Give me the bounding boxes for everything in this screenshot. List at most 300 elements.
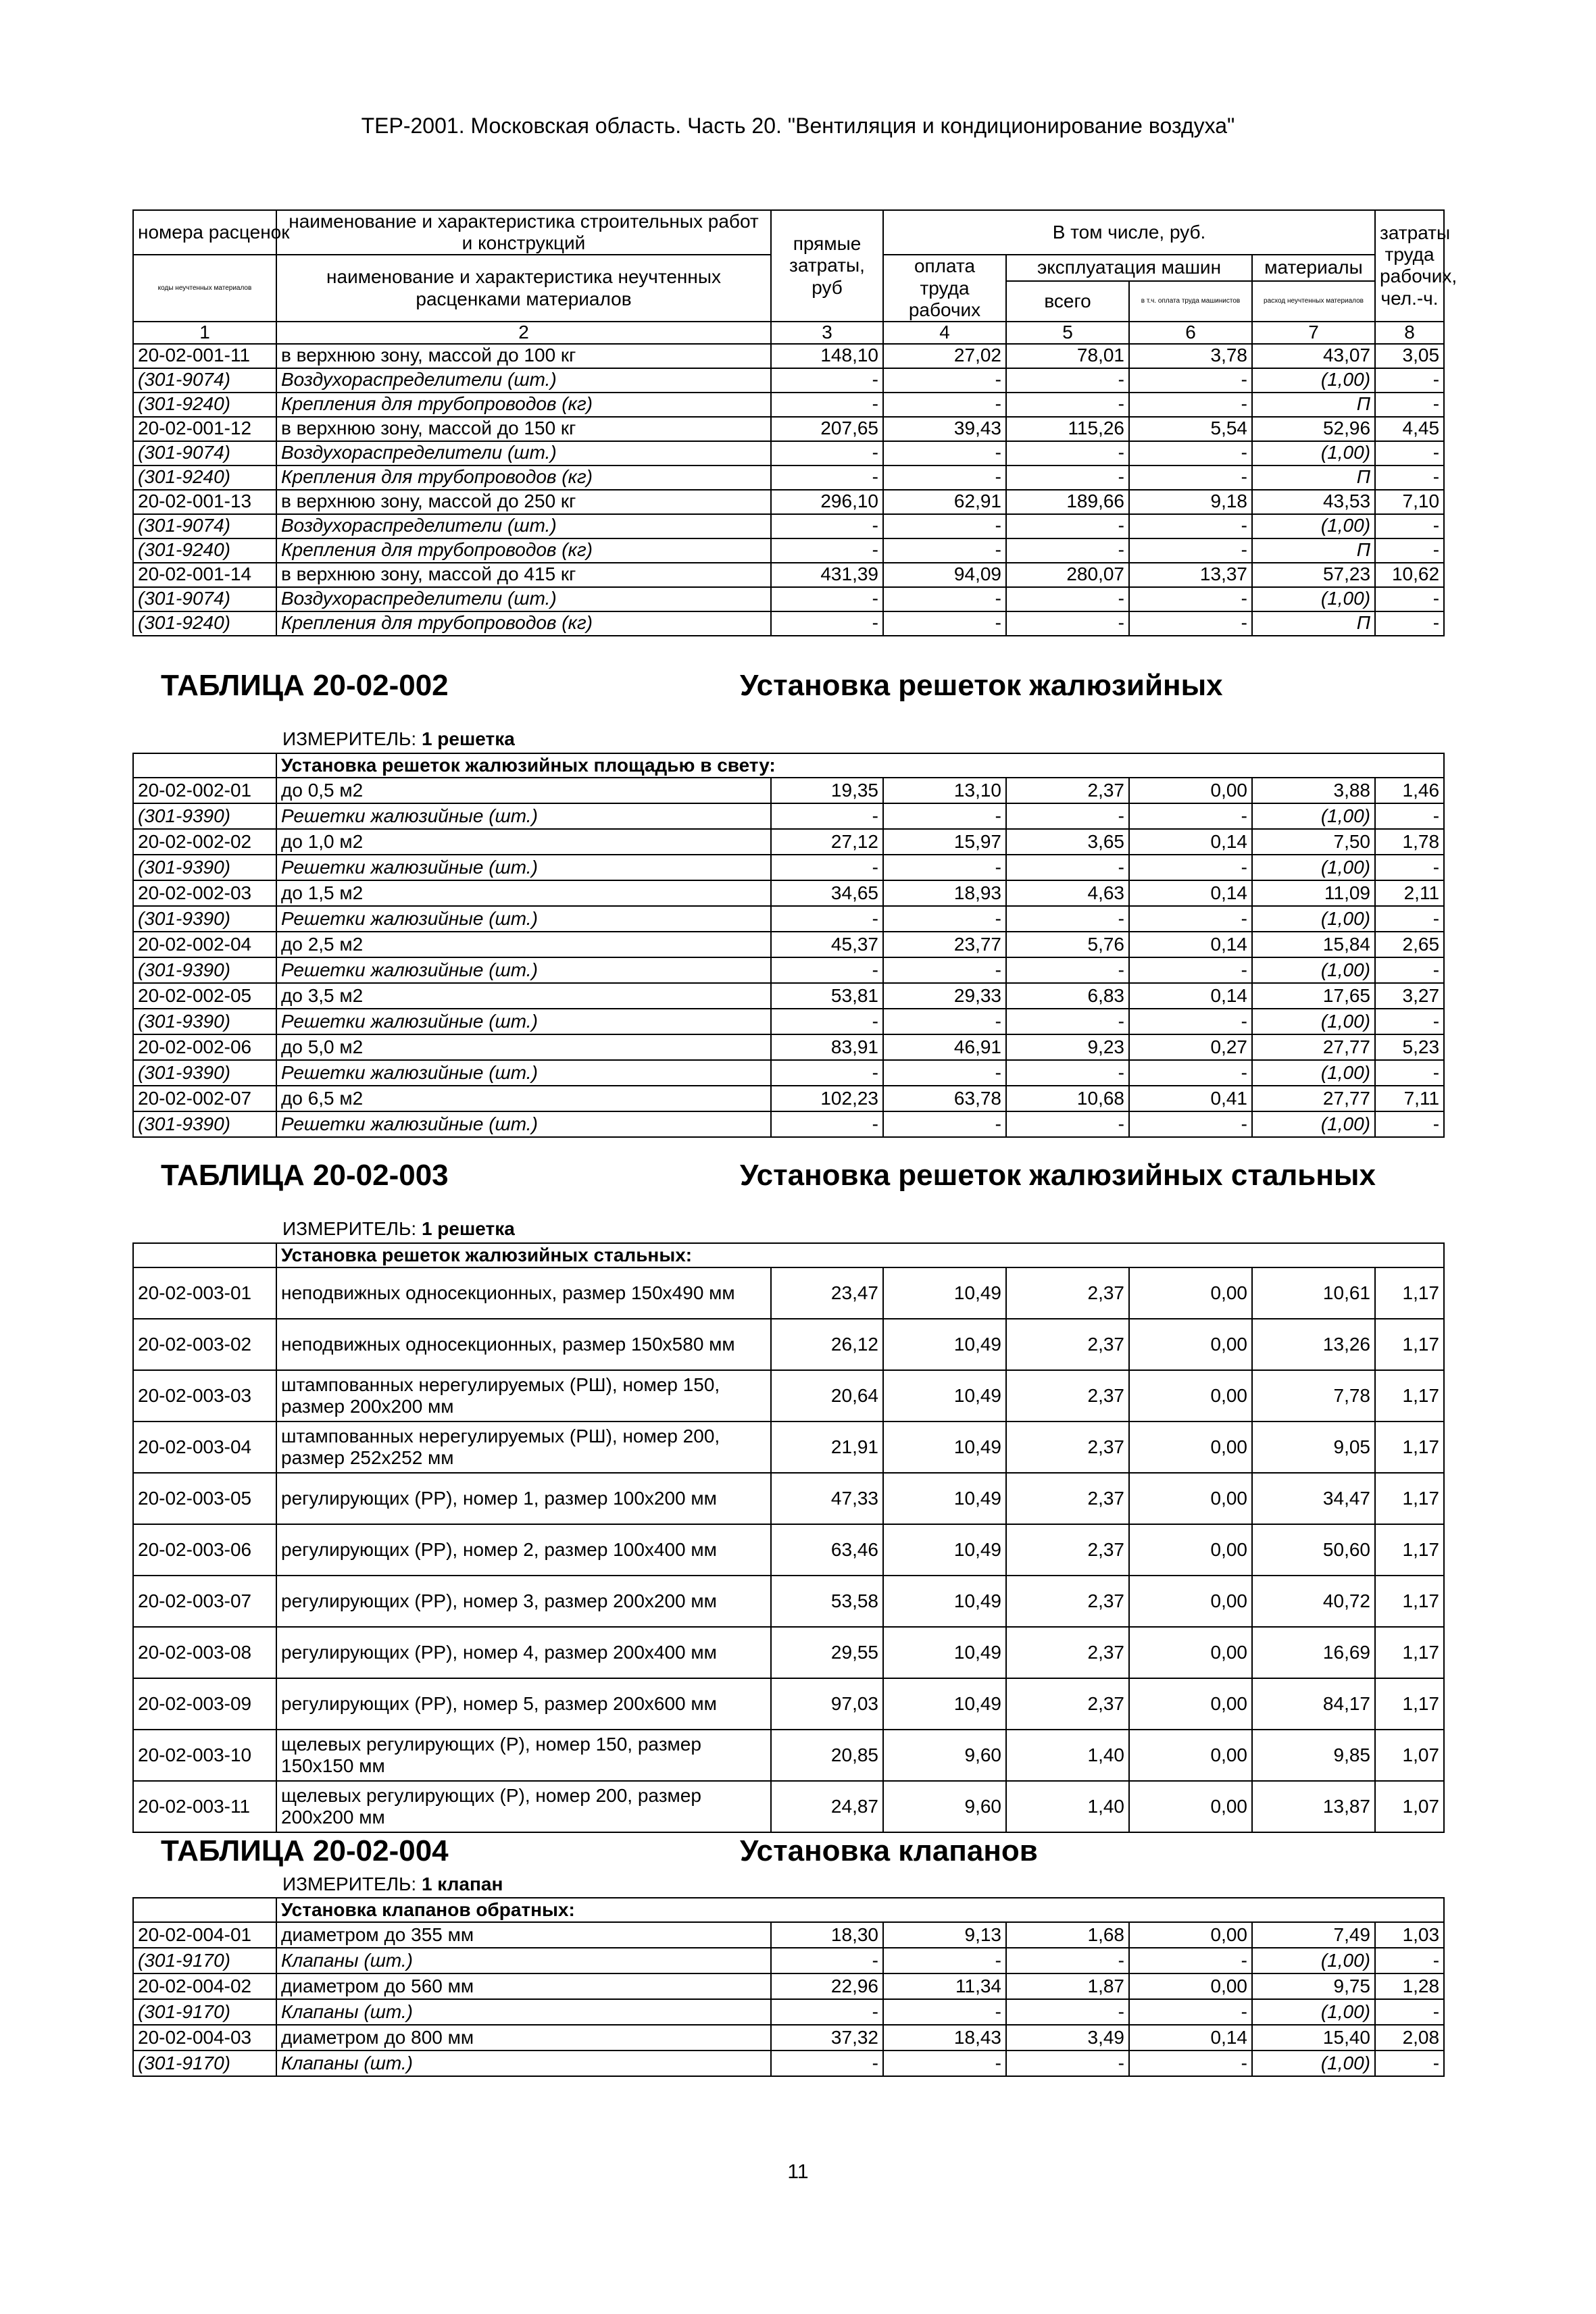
material-code: (301-9074) <box>133 441 276 466</box>
material-row <box>133 906 1444 932</box>
empty-value: - <box>883 957 1006 983</box>
rate-value: 5,23 <box>1375 1034 1444 1060</box>
header-col-number: 3 <box>771 322 883 344</box>
empty-value: - <box>1129 957 1252 983</box>
rate-value: 10,49 <box>883 1422 1006 1473</box>
rate-value: 18,43 <box>883 2025 1006 2051</box>
rate-value: 148,10 <box>771 344 883 368</box>
rate-value: 102,23 <box>771 1086 883 1111</box>
material-row <box>133 1948 1444 1973</box>
header-col-number: 5 <box>1006 322 1129 344</box>
material-consumption: П <box>1252 393 1375 417</box>
table-row <box>133 1370 1444 1422</box>
rate-value: 3,27 <box>1375 983 1444 1009</box>
rate-value: 2,37 <box>1006 778 1129 803</box>
empty-value: - <box>883 538 1006 563</box>
rate-value: 10,68 <box>1006 1086 1129 1111</box>
table-row <box>133 344 1444 368</box>
header-col-number: 2 <box>276 322 771 344</box>
page-title: ТЕР-2001. Московская область. Часть 20. "Вентиляция и кондиционирование воздуха" <box>361 114 1235 138</box>
empty-value: - <box>883 1060 1006 1086</box>
material-code: (301-9390) <box>133 906 276 932</box>
rate-value: 47,33 <box>771 1473 883 1524</box>
rate-value: 2,37 <box>1006 1678 1129 1730</box>
table2-subtitle: Установка решеток жалюзийных <box>740 669 1223 702</box>
rate-value: 63,78 <box>883 1086 1006 1111</box>
table3-measure <box>282 1218 515 1240</box>
material-code: (301-9170) <box>133 2051 276 2076</box>
empty-value: - <box>1006 441 1129 466</box>
rate-value: 37,32 <box>771 2025 883 2051</box>
table2-measure-value: 1 решетка <box>421 728 515 749</box>
empty-value: - <box>883 855 1006 880</box>
empty-value: - <box>883 1111 1006 1137</box>
empty-value: - <box>1375 1948 1444 1973</box>
rate-value: 1,68 <box>1006 1922 1129 1948</box>
rate-value: 52,96 <box>1252 417 1375 441</box>
rate-value: 13,26 <box>1252 1319 1375 1370</box>
rate-value: 27,12 <box>771 829 883 855</box>
material-code: (301-9074) <box>133 368 276 393</box>
rate-value: 1,17 <box>1375 1576 1444 1627</box>
rate-value: 0,00 <box>1129 1973 1252 1999</box>
empty-value: - <box>1129 538 1252 563</box>
material-name: Решетки жалюзийные (шт.) <box>276 855 771 880</box>
empty-value: - <box>771 855 883 880</box>
empty-value: - <box>1006 855 1129 880</box>
material-consumption: (1,00) <box>1252 441 1375 466</box>
material-name: Воздухораспределители (шт.) <box>276 514 771 538</box>
material-name: Воздухораспределители (шт.) <box>276 368 771 393</box>
rate-value: 7,10 <box>1375 490 1444 514</box>
table-row <box>133 1678 1444 1730</box>
rate-value: 22,96 <box>771 1973 883 1999</box>
header-direct-costs: прямые затраты, руб <box>771 210 883 322</box>
material-consumption: (1,00) <box>1252 587 1375 611</box>
rate-value: 13,10 <box>883 778 1006 803</box>
empty-value: - <box>771 393 883 417</box>
table-row <box>133 1730 1444 1781</box>
rate-code: 20-02-002-04 <box>133 932 276 957</box>
rate-value: 9,60 <box>883 1730 1006 1781</box>
rate-value: 9,85 <box>1252 1730 1375 1781</box>
material-name: Решетки жалюзийные (шт.) <box>276 1060 771 1086</box>
table-row <box>133 1034 1444 1060</box>
material-code: (301-9390) <box>133 1060 276 1086</box>
rate-value: 10,49 <box>883 1627 1006 1678</box>
empty-value: - <box>1006 1948 1129 1973</box>
empty-value: - <box>1129 1111 1252 1137</box>
rate-value: 1,17 <box>1375 1267 1444 1319</box>
empty-value: - <box>883 441 1006 466</box>
rate-value: 9,13 <box>883 1922 1006 1948</box>
rate-name: регулирующих (РР), номер 4, размер 200x400 мм <box>276 1627 771 1678</box>
rate-name: штампованных нерегулируемых (РШ), номер 200, размер 252x252 мм <box>276 1422 771 1473</box>
empty-value: - <box>771 587 883 611</box>
empty-value: - <box>771 1948 883 1973</box>
rate-name: диаметром до 355 мм <box>276 1922 771 1948</box>
rate-value: 0,14 <box>1129 880 1252 906</box>
table-row <box>133 1422 1444 1473</box>
rate-value: 24,87 <box>771 1781 883 1832</box>
rate-name: регулирующих (РР), номер 1, размер 100x200 мм <box>276 1473 771 1524</box>
material-consumption: (1,00) <box>1252 1009 1375 1034</box>
material-row <box>133 538 1444 563</box>
rate-value: 83,91 <box>771 1034 883 1060</box>
rate-value: 10,49 <box>883 1370 1006 1422</box>
table-row <box>133 563 1444 587</box>
rate-value: 18,30 <box>771 1922 883 1948</box>
empty-value: - <box>771 1999 883 2025</box>
empty-value: - <box>1006 587 1129 611</box>
table2-measure <box>282 728 515 750</box>
rate-value: 62,91 <box>883 490 1006 514</box>
empty-value: - <box>883 514 1006 538</box>
table-row <box>133 829 1444 855</box>
empty-value: - <box>1375 2051 1444 2076</box>
rate-value: 1,40 <box>1006 1781 1129 1832</box>
material-name: Крепления для трубопроводов (кг) <box>276 538 771 563</box>
table3-subtitle: Установка решеток жалюзийных стальных <box>740 1159 1376 1192</box>
material-consumption: П <box>1252 611 1375 636</box>
rate-value: 10,62 <box>1375 563 1444 587</box>
header-col-number: 7 <box>1252 322 1375 344</box>
rate-value: 10,49 <box>883 1524 1006 1576</box>
material-code: (301-9390) <box>133 1111 276 1137</box>
rate-value: 97,03 <box>771 1678 883 1730</box>
empty-value: - <box>883 466 1006 490</box>
material-row <box>133 1999 1444 2025</box>
header-name-top: наименование и характеристика строительных работ и конструкций <box>276 210 771 255</box>
material-code: (301-9390) <box>133 1009 276 1034</box>
rate-value: 43,07 <box>1252 344 1375 368</box>
section-spacer <box>133 753 276 778</box>
rate-name: щелевых регулирующих (Р), номер 150, размер 150x150 мм <box>276 1730 771 1781</box>
rates-table-main <box>132 209 1457 636</box>
table-row <box>133 1627 1444 1678</box>
header-col-number: 8 <box>1375 322 1444 344</box>
rate-value: 0,00 <box>1129 1473 1252 1524</box>
rate-value: 0,00 <box>1129 1267 1252 1319</box>
rate-value: 20,64 <box>771 1370 883 1422</box>
rate-value: 9,23 <box>1006 1034 1129 1060</box>
rate-value: 2,37 <box>1006 1576 1129 1627</box>
rate-code: 20-02-002-03 <box>133 880 276 906</box>
empty-value: - <box>883 1999 1006 2025</box>
material-name: Клапаны (шт.) <box>276 1999 771 2025</box>
material-row <box>133 587 1444 611</box>
rate-value: 3,78 <box>1129 344 1252 368</box>
rate-value: 9,60 <box>883 1781 1006 1832</box>
section-spacer <box>133 1898 276 1922</box>
material-row <box>133 855 1444 880</box>
table-row <box>133 1473 1444 1524</box>
rate-name: диаметром до 560 мм <box>276 1973 771 1999</box>
table4-title: ТАБЛИЦА 20-02-004 <box>161 1834 449 1867</box>
rate-value: 3,88 <box>1252 778 1375 803</box>
empty-value: - <box>1375 855 1444 880</box>
rate-value: 0,00 <box>1129 1319 1252 1370</box>
empty-value: - <box>1006 611 1129 636</box>
header-code-bottom: коды неучтенных материалов <box>133 255 276 322</box>
rates-table-004 <box>132 1897 1445 2077</box>
rate-value: 2,08 <box>1375 2025 1444 2051</box>
rate-name: регулирующих (РР), номер 5, размер 200x600 мм <box>276 1678 771 1730</box>
rate-value: 189,66 <box>1006 490 1129 514</box>
material-row <box>133 441 1444 466</box>
empty-value: - <box>1006 1111 1129 1137</box>
rate-value: 63,46 <box>771 1524 883 1576</box>
table-row <box>133 417 1444 441</box>
material-code: (301-9240) <box>133 466 276 490</box>
material-consumption: (1,00) <box>1252 1999 1375 2025</box>
empty-value: - <box>1375 957 1444 983</box>
empty-value: - <box>1129 514 1252 538</box>
material-name: Клапаны (шт.) <box>276 2051 771 2076</box>
material-name: Воздухораспределители (шт.) <box>276 441 771 466</box>
rate-value: 1,17 <box>1375 1370 1444 1422</box>
empty-value: - <box>771 441 883 466</box>
rate-value: 4,63 <box>1006 880 1129 906</box>
empty-value: - <box>771 611 883 636</box>
rate-value: 27,02 <box>883 344 1006 368</box>
empty-value: - <box>1375 393 1444 417</box>
rate-value: 29,55 <box>771 1627 883 1678</box>
rate-value: 57,23 <box>1252 563 1375 587</box>
material-name: Решетки жалюзийные (шт.) <box>276 1111 771 1137</box>
rate-value: 0,14 <box>1129 2025 1252 2051</box>
empty-value: - <box>1375 803 1444 829</box>
rate-value: 3,65 <box>1006 829 1129 855</box>
table4-measure-value: 1 клапан <box>421 1873 503 1894</box>
rate-value: 0,00 <box>1129 1730 1252 1781</box>
rate-name: диаметром до 800 мм <box>276 2025 771 2051</box>
material-name: Воздухораспределители (шт.) <box>276 587 771 611</box>
rate-value: 2,65 <box>1375 932 1444 957</box>
empty-value: - <box>883 1009 1006 1034</box>
rate-value: 23,47 <box>771 1267 883 1319</box>
rate-code: 20-02-003-06 <box>133 1524 276 1576</box>
rate-value: 1,17 <box>1375 1473 1444 1524</box>
rate-code: 20-02-001-13 <box>133 490 276 514</box>
rate-name: регулирующих (РР), номер 3, размер 200x200 мм <box>276 1576 771 1627</box>
rate-name: до 6,5 м2 <box>276 1086 771 1111</box>
rate-code: 20-02-003-10 <box>133 1730 276 1781</box>
material-name: Решетки жалюзийные (шт.) <box>276 1009 771 1034</box>
rates-table-003 <box>132 1242 1445 1833</box>
empty-value: - <box>771 2051 883 2076</box>
empty-value: - <box>1129 855 1252 880</box>
rate-value: 50,60 <box>1252 1524 1375 1576</box>
rate-value: 0,00 <box>1129 1922 1252 1948</box>
rate-value: 296,10 <box>771 490 883 514</box>
rate-value: 7,78 <box>1252 1370 1375 1422</box>
header-mach-total: всего <box>1006 281 1129 322</box>
material-row <box>133 803 1444 829</box>
rate-value: 10,49 <box>883 1267 1006 1319</box>
rate-value: 15,84 <box>1252 932 1375 957</box>
table-row <box>133 1922 1444 1948</box>
rate-value: 7,50 <box>1252 829 1375 855</box>
rate-name: в верхнюю зону, массой до 100 кг <box>276 344 771 368</box>
rate-code: 20-02-002-06 <box>133 1034 276 1060</box>
rate-value: 15,97 <box>883 829 1006 855</box>
header-mach-wage: в т.ч. оплата труда машинистов <box>1129 281 1252 322</box>
rate-value: 2,11 <box>1375 880 1444 906</box>
empty-value: - <box>1375 538 1444 563</box>
table3-measure-label: ИЗМЕРИТЕЛЬ: <box>282 1218 417 1239</box>
material-consumption: (1,00) <box>1252 368 1375 393</box>
rate-value: 1,17 <box>1375 1627 1444 1678</box>
material-row <box>133 368 1444 393</box>
material-row <box>133 2051 1444 2076</box>
empty-value: - <box>1375 587 1444 611</box>
rate-name: до 2,5 м2 <box>276 932 771 957</box>
material-name: Клапаны (шт.) <box>276 1948 771 1973</box>
rate-code: 20-02-004-01 <box>133 1922 276 1948</box>
rate-value: 9,75 <box>1252 1973 1375 1999</box>
section-title: Установка решеток жалюзийных стальных: <box>276 1243 1444 1267</box>
empty-value: - <box>1375 1009 1444 1034</box>
header-materials: материалы <box>1252 255 1375 281</box>
rate-value: 115,26 <box>1006 417 1129 441</box>
empty-value: - <box>771 514 883 538</box>
table-row <box>133 1319 1444 1370</box>
rate-name: неподвижных односекционных, размер 150x580 мм <box>276 1319 771 1370</box>
rate-value: 13,87 <box>1252 1781 1375 1832</box>
material-consumption: (1,00) <box>1252 1948 1375 1973</box>
empty-value: - <box>1129 611 1252 636</box>
rate-value: 11,09 <box>1252 880 1375 906</box>
empty-value: - <box>1129 466 1252 490</box>
material-code: (301-9170) <box>133 1999 276 2025</box>
rate-value: 39,43 <box>883 417 1006 441</box>
rate-value: 0,27 <box>1129 1034 1252 1060</box>
header-code-top: номера расценок <box>133 210 276 255</box>
empty-value: - <box>771 1060 883 1086</box>
empty-value: - <box>1006 368 1129 393</box>
empty-value: - <box>771 1111 883 1137</box>
page-number: 11 <box>787 2161 809 2183</box>
empty-value: - <box>1129 1999 1252 2025</box>
material-consumption: (1,00) <box>1252 1111 1375 1137</box>
rate-code: 20-02-001-11 <box>133 344 276 368</box>
rate-value: 0,14 <box>1129 932 1252 957</box>
empty-value: - <box>1006 514 1129 538</box>
rate-name: в верхнюю зону, массой до 250 кг <box>276 490 771 514</box>
rate-value: 0,00 <box>1129 1422 1252 1473</box>
rate-value: 431,39 <box>771 563 883 587</box>
rate-code: 20-02-003-03 <box>133 1370 276 1422</box>
material-consumption: П <box>1252 466 1375 490</box>
material-name: Решетки жалюзийные (шт.) <box>276 906 771 932</box>
table4-measure <box>282 1873 503 1895</box>
rate-name: до 1,0 м2 <box>276 829 771 855</box>
empty-value: - <box>1006 906 1129 932</box>
rate-value: 280,07 <box>1006 563 1129 587</box>
section-row <box>133 753 1444 778</box>
section-row <box>133 1243 1444 1267</box>
rate-value: 0,41 <box>1129 1086 1252 1111</box>
empty-value: - <box>883 906 1006 932</box>
rate-value: 0,00 <box>1129 1576 1252 1627</box>
rate-code: 20-02-003-08 <box>133 1627 276 1678</box>
rate-value: 19,35 <box>771 778 883 803</box>
rate-name: до 3,5 м2 <box>276 983 771 1009</box>
rate-value: 1,17 <box>1375 1524 1444 1576</box>
rate-value: 2,37 <box>1006 1524 1129 1576</box>
material-name: Решетки жалюзийные (шт.) <box>276 803 771 829</box>
rate-value: 10,49 <box>883 1576 1006 1627</box>
material-consumption: (1,00) <box>1252 514 1375 538</box>
empty-value: - <box>883 1948 1006 1973</box>
rate-name: регулирующих (РР), номер 2, размер 100x400 мм <box>276 1524 771 1576</box>
rate-value: 78,01 <box>1006 344 1129 368</box>
empty-value: - <box>1129 906 1252 932</box>
table-row <box>133 1973 1444 1999</box>
rate-value: 0,00 <box>1129 1524 1252 1576</box>
rate-value: 2,37 <box>1006 1627 1129 1678</box>
table-row <box>133 880 1444 906</box>
material-row <box>133 514 1444 538</box>
rate-value: 7,11 <box>1375 1086 1444 1111</box>
rate-value: 26,12 <box>771 1319 883 1370</box>
empty-value: - <box>1129 1009 1252 1034</box>
rate-value: 46,91 <box>883 1034 1006 1060</box>
rate-value: 45,37 <box>771 932 883 957</box>
empty-value: - <box>883 2051 1006 2076</box>
table-row <box>133 2025 1444 2051</box>
table-row <box>133 983 1444 1009</box>
rate-value: 2,37 <box>1006 1267 1129 1319</box>
empty-value: - <box>1375 368 1444 393</box>
table4-subtitle: Установка клапанов <box>740 1834 1038 1867</box>
material-name: Крепления для трубопроводов (кг) <box>276 466 771 490</box>
table2-title: ТАБЛИЦА 20-02-002 <box>161 669 449 702</box>
rate-value: 84,17 <box>1252 1678 1375 1730</box>
empty-value: - <box>1129 441 1252 466</box>
header-col-number: 6 <box>1129 322 1252 344</box>
rate-value: 10,49 <box>883 1678 1006 1730</box>
rate-value: 27,77 <box>1252 1034 1375 1060</box>
rate-value: 5,76 <box>1006 932 1129 957</box>
empty-value: - <box>1129 393 1252 417</box>
rate-code: 20-02-003-05 <box>133 1473 276 1524</box>
rate-code: 20-02-004-02 <box>133 1973 276 1999</box>
header-col-number: 4 <box>883 322 1006 344</box>
empty-value: - <box>1006 1060 1129 1086</box>
table-row <box>133 1086 1444 1111</box>
material-consumption: (1,00) <box>1252 2051 1375 2076</box>
rate-value: 2,37 <box>1006 1422 1129 1473</box>
rate-value: 4,45 <box>1375 417 1444 441</box>
rate-value: 10,49 <box>883 1319 1006 1370</box>
rate-value: 23,77 <box>883 932 1006 957</box>
empty-value: - <box>771 538 883 563</box>
rate-value: 1,28 <box>1375 1973 1444 1999</box>
material-code: (301-9240) <box>133 611 276 636</box>
rate-code: 20-02-003-02 <box>133 1319 276 1370</box>
material-name: Решетки жалюзийные (шт.) <box>276 957 771 983</box>
rate-name: до 1,5 м2 <box>276 880 771 906</box>
section-title: Установка решеток жалюзийных площадью в свету: <box>276 753 1444 778</box>
section-row <box>133 1898 1444 1922</box>
empty-value: - <box>1375 441 1444 466</box>
material-consumption: (1,00) <box>1252 906 1375 932</box>
rate-value: 34,47 <box>1252 1473 1375 1524</box>
rate-value: 2,37 <box>1006 1319 1129 1370</box>
rate-name: неподвижных односекционных, размер 150x490 мм <box>276 1267 771 1319</box>
